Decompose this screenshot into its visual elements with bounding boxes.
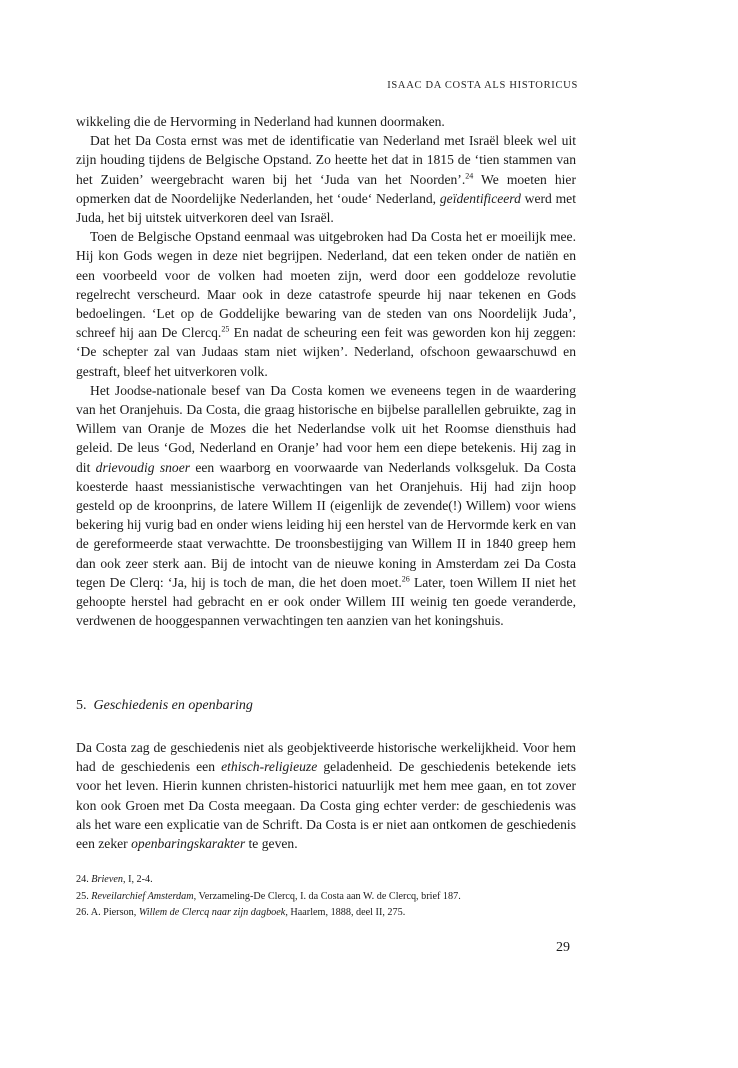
text-run: , Haarlem, 1888, deel II, 275. bbox=[285, 907, 406, 918]
page-number: 29 bbox=[556, 940, 570, 955]
text-run: 25. bbox=[76, 890, 92, 902]
text-run: , I, 2-4. bbox=[122, 874, 153, 885]
running-head: ISAAC DA COSTA ALS HISTORICUS bbox=[387, 80, 578, 91]
footnote bbox=[76, 889, 576, 906]
text-run: Da Costa zag de geschiedenis niet als geobjektiveerde historische werkelijkheid. Voor hem had de geschiedenis een bbox=[76, 740, 576, 775]
text-run: geladenheid. De geschiedenis betekende iets voor het leven. Hierin kunnen christen-historici natuurlijk met hem mee gaan, en tot zover kon ook Groen met Da Costa meegaan. Da Costa ging echter verder: de geschiedenis was als het ware een explicatie van de Schrift. Da Costa is er niet aan ontkomen de geschiedenis een zeker bbox=[76, 759, 576, 852]
footnote-ref: 26 bbox=[401, 574, 410, 584]
footnotes bbox=[76, 872, 576, 922]
text-run: 24. bbox=[76, 874, 92, 885]
footnote-ref: 25 bbox=[221, 324, 230, 334]
section-title: Geschiedenis en openbaring bbox=[93, 698, 253, 713]
text-run: We moeten hier opmerken dat de Noordelijke Nederlanden, het ‘oude‘ Nederland, bbox=[76, 171, 576, 206]
footnote bbox=[76, 872, 576, 889]
footnote-ref: 24 bbox=[465, 171, 474, 181]
text-run: En nadat de scheuring een feit was geworden kon hij zeggen: ‘De schepter zal van Judaas stam niet wijken’. Nederland, ofschoon gewaarschuwd en gestraft, bleef het uitverkoren volk. bbox=[76, 325, 576, 379]
italic-text: openbaringskarakter bbox=[131, 836, 246, 852]
text-run: een waarborg en voorwaarde van Nederlands volksgeluk. Da Costa koesterde haast messianistische verwachtingen van het Oranjehuis. Hij had zijn hoop gesteld op de kroonprins, de latere Willem II (eigenlijk de zevende(!) Willem) voor wiens bekering hij vurig bad en onder wiens leiding hij een herstel van de Hervormde kerk en van de gereformeerde staat verwachtte. De troonsbestijging van Willem II in 1840 greep hem dan ook zeer sterk aan. Bij de intocht van de nieuwe koning in Amsterdam zei Da Costa tegen De Clerq: ‘Ja, hij is toch de man, die het doen moet. bbox=[76, 459, 576, 590]
main-text bbox=[76, 112, 576, 630]
section-text bbox=[76, 738, 576, 853]
paragraph bbox=[76, 381, 576, 631]
text-run: 26. A. Pierson, bbox=[76, 907, 139, 918]
italic-text: Reveilarchief Amsterdam bbox=[91, 890, 194, 902]
text-run: Het Joodse-nationale besef van Da Costa komen we eveneens tegen in de waardering van het Oranjehuis. Da Costa, die graag historische en bijbelse parallellen gebruikte, zag in Willem van Oranje de Mozes die het Nederlandse volk uit het Roomse diensthuis had geleid. De leus ‘God, Nederland en Oranje’ had voor hem een diepe betekenis. Hij zag in dit bbox=[76, 382, 576, 475]
text-run: Toen de Belgische Opstand eenmaal was uitgebroken had Da Costa het er moeilijk mee. Hij kon Gods wegen in deze niet begrijpen. Nederland, dat een teken onder de natiën en een voorbeeld voor de volken had moeten zijn, werd door een goddeloze revolutie regelrecht verscheurd. Maar ook in deze catastrofe speurde hij naar tekenen en Gods bedoelingen. ‘Let op de Goddelijke bewaring van de steden van ons Noordelijk Juda’, schreef hij aan De Clercq. bbox=[76, 229, 576, 341]
text-run: Dat het Da Costa ernst was met de identificatie van Nederland met Israël bleek wel uit zijn houding tijdens de Belgische Opstand. Zo heette het dat in 1815 de ‘tien stammen van het Zuiden’ weergebracht waren bij het ‘Juda van het Noorden’. bbox=[76, 133, 576, 187]
text-run: , Verzameling-De Clercq, I. da Costa aan W. de Clercq, brief 187. bbox=[193, 890, 461, 902]
text-run: wikkeling die de Hervorming in Nederland had kunnen doormaken. bbox=[76, 114, 445, 129]
section-paragraph bbox=[76, 738, 576, 853]
paragraph bbox=[76, 112, 576, 131]
paragraph bbox=[76, 227, 576, 381]
italic-text: Brieven bbox=[91, 874, 123, 885]
section-number: 5. bbox=[76, 698, 87, 713]
text-run: Later, toen Willem II niet het gehoopte herstel had gebracht en er ook onder Willem III weinig ten goede veranderde, verdwenen de hooggespannen verwachtingen ten aanzien van het koningshuis. bbox=[76, 574, 576, 629]
footnote bbox=[76, 905, 576, 922]
italic-text: geïdentificeerd bbox=[439, 190, 521, 206]
paragraph bbox=[76, 131, 576, 227]
italic-text: Willem de Clercq naar zijn dagboek bbox=[138, 907, 286, 918]
italic-text: ethisch-religieuze bbox=[221, 759, 318, 775]
section-heading bbox=[76, 698, 253, 714]
text-run: te geven. bbox=[245, 836, 298, 852]
italic-text: drievoudig snoer bbox=[95, 459, 191, 475]
text-run: werd met Juda, het bij uitstek uitverkoren deel van Israël. bbox=[76, 190, 576, 226]
